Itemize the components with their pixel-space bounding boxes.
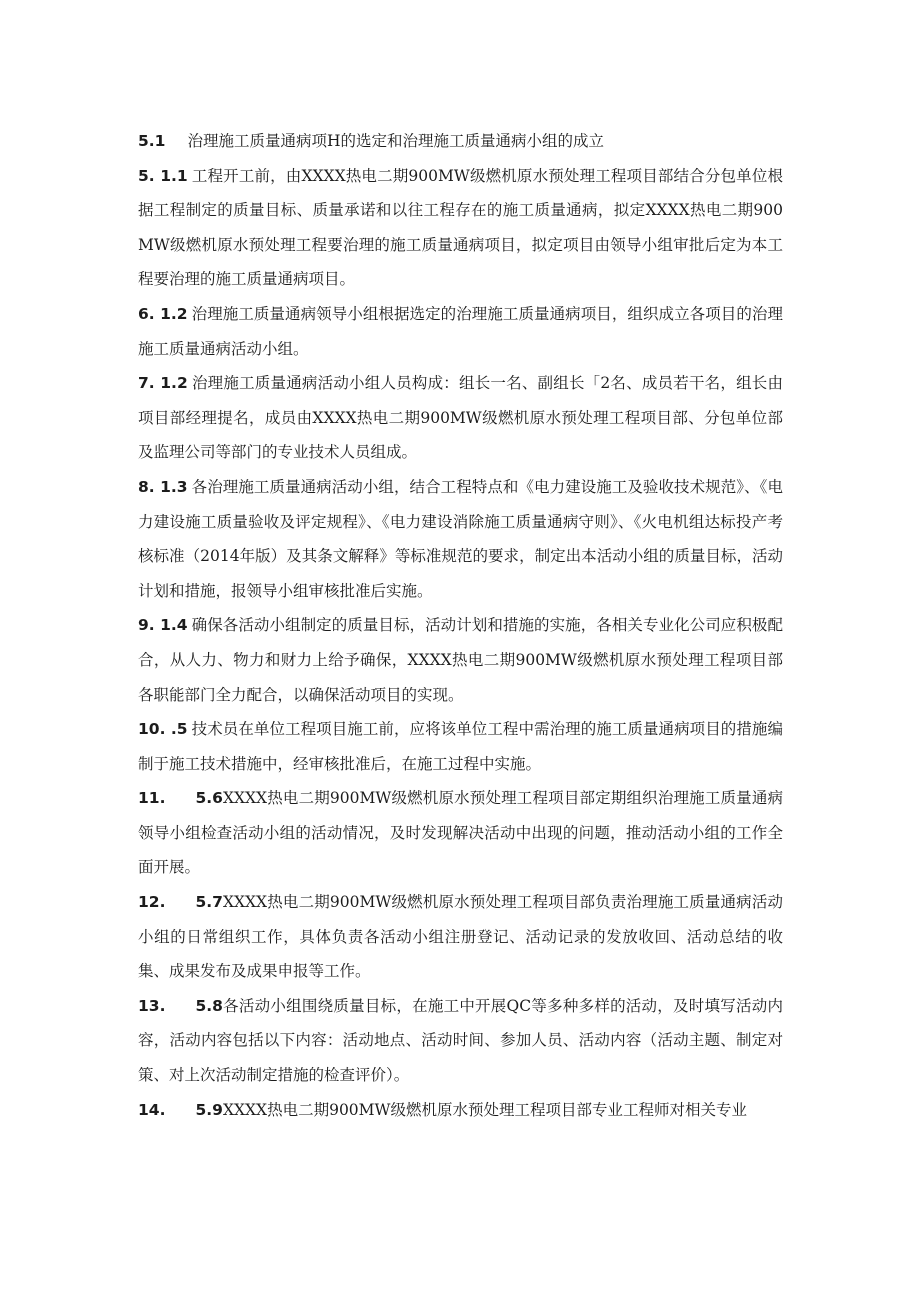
paragraph-number: 8. 1.3: [138, 477, 188, 496]
paragraph-number: 10. .5: [138, 720, 188, 739]
paragraph: [138, 781, 783, 885]
paragraph: [138, 989, 783, 1093]
paragraph: [138, 297, 783, 366]
paragraph-number: 5. 1.1: [138, 166, 188, 185]
sub-number: 5.8: [195, 996, 223, 1015]
paragraph-text: 确保各活动小组制定的质量目标，活动计划和措施的实施，各相关专业化公司应积极配合，从人力、物力和财力上给予确保，XXXX热电二期900MW级燃机原水预处理工程项目部各职能部门全力配合，以确保活动项目的实现。: [138, 616, 783, 704]
paragraph-number: 12.: [138, 893, 166, 912]
paragraph: [138, 885, 783, 989]
paragraph: [138, 159, 783, 297]
document-body: [138, 124, 783, 1127]
paragraph-text: XXXX热电二期900MW级燃机原水预处理工程项目部专业工程师对相关专业: [222, 1100, 747, 1119]
paragraph-number: 14.: [138, 1100, 166, 1119]
paragraph-text: 治理施工质量通病项H的选定和治理施工质量通病小组的成立: [187, 132, 604, 150]
paragraph-text: 工程开工前，由XXXX热电二期900MW级燃机原水预处理工程项目部结合分包单位根据工程制定的质量目标、质量承诺和以往工程存在的施工质量通病，拟定XXXX热电二期900MW级燃机原水预处理工程要治理的施工质量通病项目，拟定项目由领导小组审批后定为本工程要治理的施工质量通病项目。: [138, 166, 783, 289]
paragraph: [138, 608, 783, 712]
paragraph-number: 7. 1.2: [138, 374, 188, 393]
paragraph: [138, 712, 783, 781]
paragraph: [138, 366, 783, 470]
sub-number: 5.7: [195, 893, 223, 912]
paragraph-number: 11.: [138, 789, 166, 808]
paragraph-text: 各治理施工质量通病活动小组，结合工程特点和《电力建设施工及验收技术规范》、《电力建设施工质量验收及评定规程》、《电力建设消除施工质量通病守则》、《火电机组达标投产考核标准（2014年版）及其条文解释》等标准规范的要求，制定出本活动小组的质量目标，活动计划和措施，报领导小组审核批准后实施。: [138, 477, 783, 600]
paragraph-text: XXXX热电二期900MW级燃机原水预处理工程项目部负责治理施工质量通病活动小组的日常组织工作，具体负责各活动小组注册登记、活动记录的发放收回、活动总结的收集、成果发布及成果申报等工作。: [138, 893, 783, 981]
section-heading: [138, 124, 783, 159]
sub-number: 5.6: [195, 789, 223, 808]
paragraph-number: 9. 1.4: [138, 616, 188, 635]
paragraph: [138, 470, 783, 608]
paragraph: [138, 1093, 783, 1128]
paragraph-text: 技术员在单位工程项目施工前，应将该单位工程中需治理的施工质量通病项目的措施编制于施工技术措施中，经审核批准后，在施工过程中实施。: [138, 720, 783, 773]
paragraph-number: 6. 1.2: [138, 304, 188, 323]
paragraph-number: 13.: [138, 996, 166, 1015]
paragraph-text: XXXX热电二期900MW级燃机原水预处理工程项目部定期组织治理施工质量通病领导小组检查活动小组的活动情况，及时发现解决活动中出现的问题，推动活动小组的工作全面开展。: [138, 789, 783, 877]
paragraph-number: 5.1: [138, 132, 166, 150]
paragraph-text: 治理施工质量通病领导小组根据选定的治理施工质量通病项目，组织成立各项目的治理施工质量通病活动小组。: [138, 304, 783, 358]
paragraph-text: 各活动小组围绕质量目标，在施工中开展QC等多种多样的活动，及时填写活动内容，活动内容包括以下内容：活动地点、活动时间、参加人员、活动内容（活动主题、制定对策、对上次活动制定措施的检查评价）。: [138, 996, 783, 1085]
paragraph-text: 治理施工质量通病活动小组人员构成：组长一名、副组长「2名、成员若干名，组长由项目部经理提名，成员由XXXX热电二期900MW级燃机原水预处理工程项目部、分包单位部及监理公司等部门的专业技术人员组成。: [138, 374, 784, 462]
sub-number: 5.9: [195, 1100, 223, 1119]
